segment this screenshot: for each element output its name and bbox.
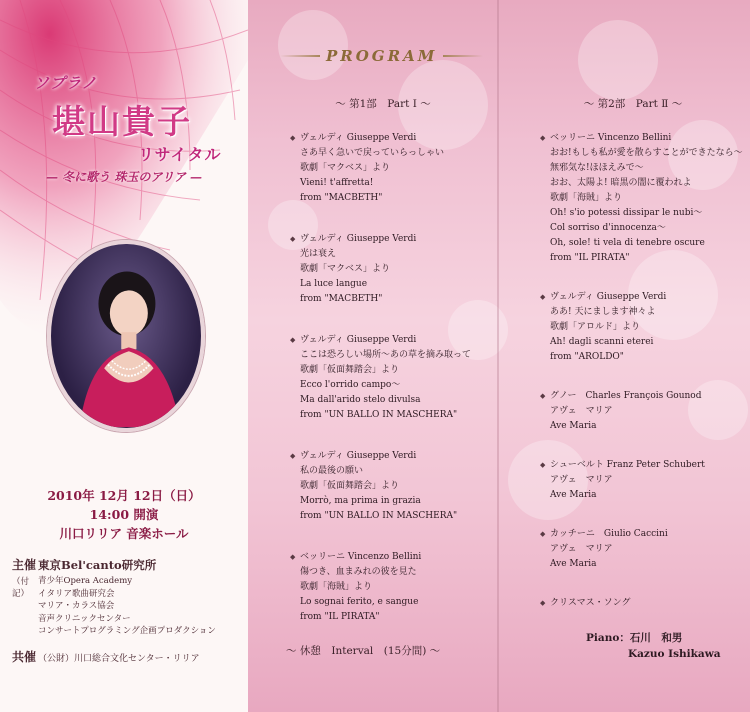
pianist-name-en: Kazuo Ishikawa — [628, 648, 721, 660]
recital-label: リサイタル — [138, 145, 222, 164]
program-item: ◆ ヴェルディ Giuseppe Verdi ああ! 天にまします神々よ 歌劇「アロルド」より Ah! dagli scanni eterei from "AROLDO" — [540, 292, 667, 362]
supporter: マリア・カラス協会 — [38, 601, 115, 611]
supporters-list — [38, 575, 216, 638]
organizer-name: 東京Bel'canto研究所 — [38, 558, 157, 572]
organizers — [12, 556, 244, 666]
program-panel — [248, 0, 750, 712]
cosponsor-label: 共催 — [12, 649, 37, 664]
program-item: ◆ ベッリーニ Vincenzo Bellini 傷つき、血まみれの彼を見た 歌劇「海賊」より Lo sognai ferito, e sangue from "IL PIRATA" — [290, 552, 422, 622]
part2-heading: 〜 第2部 Part Ⅱ 〜 — [583, 98, 683, 110]
program-item: ◆ ヴェルディ Giuseppe Verdi 光は衰え 歌劇「マクベス」より La luce langue from "MACBETH" — [290, 234, 417, 304]
support-label: （付記） — [12, 577, 30, 599]
left-panel — [0, 0, 248, 712]
singer-name: 堪山貴子 — [52, 102, 192, 141]
program-item: ◆ シューベルト Franz Peter Schubert アヴェ マリア Ave Maria — [540, 460, 705, 500]
program-item: ◆ ヴェルディ Giuseppe Verdi さあ早く急いで戻っていらっしゃい 歌劇「マクベス」より Vieni! t'affretta! from "MACBETH" — [290, 133, 445, 203]
recital-subtitle: — 冬に歌う 珠玉のアリア — — [45, 170, 203, 184]
program-title: PROGRAM — [326, 47, 438, 65]
part1-heading: 〜 第1部 Part Ⅰ 〜 — [335, 98, 431, 110]
cosponsor-row — [12, 648, 244, 666]
program-item: ◆ カッチーニ Giulio Caccini アヴェ マリア Ave Maria — [540, 529, 668, 569]
supporter: 音声クリニックセンター — [38, 613, 131, 624]
program-item: ◆ ベッリーニ Vincenzo Bellini おお!もしも私が愛を散らすことができたなら〜 無邪気な!ほほえみで〜 おお、太陽よ! 暗黒の闇に覆われよ 歌劇「海賊」より Oh! s'io potessi dissipar le nubi〜 Col sorriso d'innocenza〜 Oh, sole! ti vela di tenebre oscure from "IL PIRATA" — [540, 133, 743, 263]
pianist — [586, 630, 721, 662]
cosponsor-name: （公財）川口総合文化センター・リリア — [38, 653, 200, 664]
event-venue: 川口リリア 音楽ホール — [59, 526, 189, 541]
voice-type: ソプラノ — [34, 74, 98, 92]
pianist-name-jp: Piano：石川 和男 — [586, 632, 683, 644]
supporter: コンサートプログラミング企画プロダクション — [38, 626, 216, 636]
organizer-label: 主催 — [12, 558, 37, 572]
portrait-image — [51, 244, 201, 428]
part1-list — [290, 131, 520, 625]
event-time: 14:00 開演 — [89, 507, 159, 522]
event-info — [0, 486, 248, 543]
supporters-row — [12, 575, 244, 638]
organizer-row — [12, 556, 244, 573]
supporter: イタリア歌曲研究会 — [38, 588, 115, 599]
program-item: ◆ ヴェルディ Giuseppe Verdi ここは恐ろしい場所〜あの草を摘み取って 歌劇「仮面舞踏会」より Ecco l'orrido campo〜 Ma dall'arido stelo divulsa from "UN BALLO IN MASCHERA" — [290, 335, 472, 420]
supporter: 青少年Opera Academy — [38, 576, 133, 586]
singer-portrait — [47, 240, 205, 432]
part2-list — [540, 131, 745, 611]
bokeh-light — [578, 20, 658, 100]
program-item: ◆ クリスマス・ソング — [540, 598, 631, 608]
bokeh-light — [278, 10, 348, 80]
program-item: ◆ グノー Charles François Gounod アヴェ マリア Ave Maria — [540, 391, 702, 431]
interval-note: 〜 休憩 Interval (15分間) 〜 — [286, 645, 441, 657]
program-heading — [280, 47, 483, 65]
program-item: ◆ ヴェルディ Giuseppe Verdi 私の最後の願い 歌劇「仮面舞踏会」より Morrò, ma prima in grazia from "UN BALLO IN MASCHERA" — [290, 451, 458, 521]
event-date: 2010年 12月 12日（日） — [47, 488, 201, 503]
